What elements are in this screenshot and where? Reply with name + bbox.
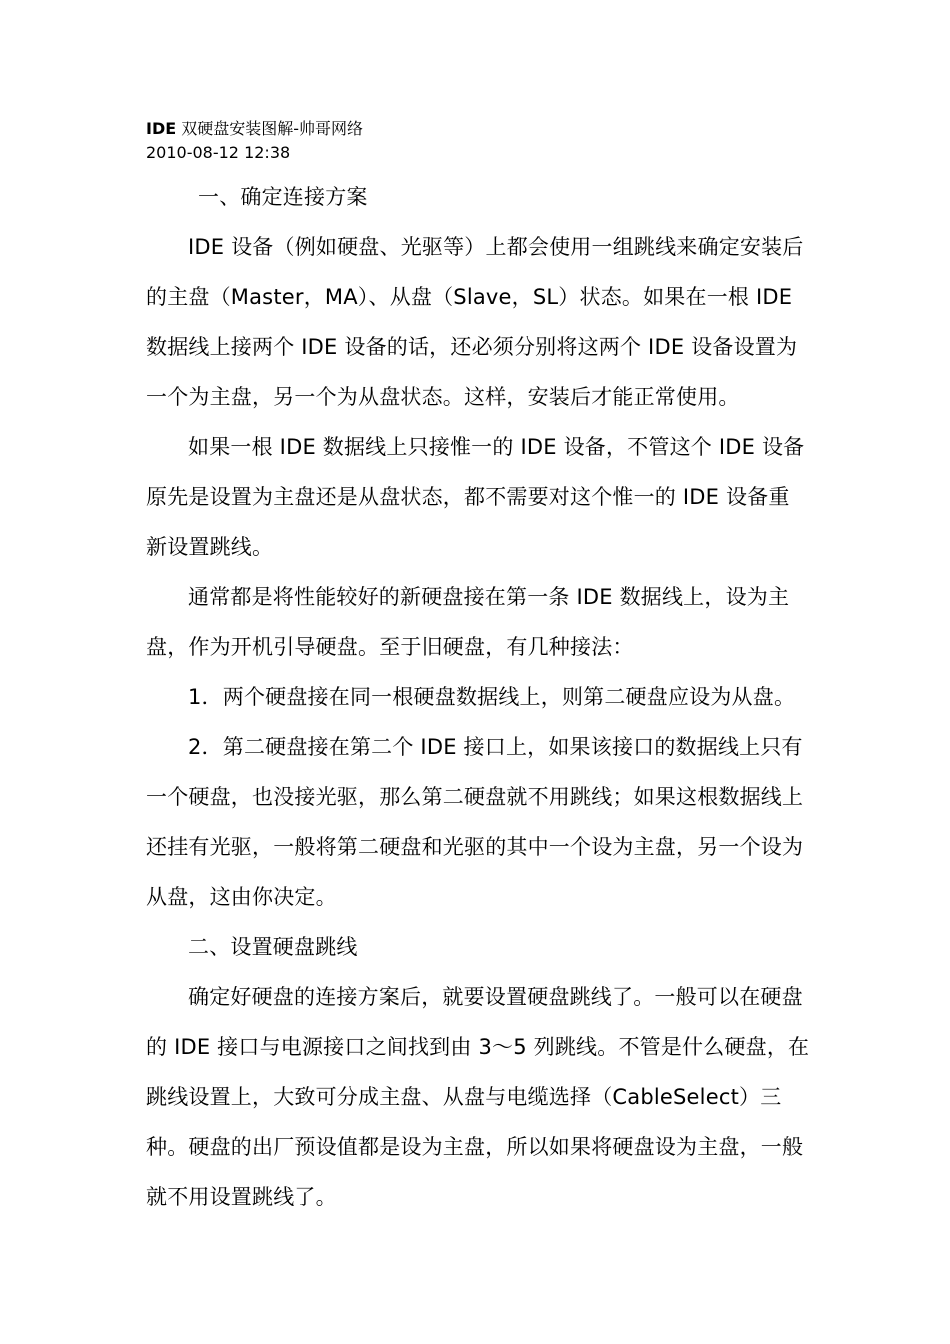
paragraph-6: 确定好硬盘的连接方案后，就要设置硬盘跳线了。一般可以在硬盘的 IDE 接口与电源接口之间找到由 3～5 列跳线。不管是什么硬盘，在跳线设置上，大致可分成主盘、从盘与电缆选择（CableSelect）三种。硬盘的出厂预设值都是设为主盘，所以如果将硬盘设为主盘，一般就不用设置跳线了。	[146, 985, 810, 1209]
title-text: 双硬盘安装图解-帅哥网络	[176, 119, 364, 138]
section-heading-1: 一、确定连接方案	[198, 185, 368, 209]
document-timestamp: 2010-08-12 12:38	[146, 143, 291, 162]
document-title	[146, 119, 363, 139]
section-heading-2: 二、设置硬盘跳线	[188, 935, 358, 959]
paragraph-3: 通常都是将性能较好的新硬盘接在第一条 IDE 数据线上，设为主盘，作为开机引导硬盘。至于旧硬盘，有几种接法：	[146, 585, 790, 659]
paragraph-5: 2．第二硬盘接在第二个 IDE 接口上，如果该接口的数据线上只有一个硬盘，也没接光驱，那么第二硬盘就不用跳线；如果这根数据线上还挂有光驱，一般将第二硬盘和光驱的其中一个设为主盘，另一个设为从盘，这由你决定。	[146, 735, 804, 909]
title-ide-prefix: IDE	[146, 119, 177, 138]
paragraph-1: IDE 设备（例如硬盘、光驱等）上都会使用一组跳线来确定安装后的主盘（Master，MA）、从盘（Slave，SL）状态。如果在一根 IDE 数据线上接两个 IDE 设备的话，还必须分别将这两个 IDE 设备设置为一个为主盘，另一个为从盘状态。这样，安装后才能正常使用。	[146, 235, 804, 409]
paragraph-2: 如果一根 IDE 数据线上只接惟一的 IDE 设备，不管这个 IDE 设备原先是设置为主盘还是从盘状态，都不需要对这个惟一的 IDE 设备重新设置跳线。	[146, 435, 805, 559]
paragraph-4: 1．两个硬盘接在同一根硬盘数据线上，则第二硬盘应设为从盘。	[188, 685, 796, 709]
article-body	[146, 172, 810, 1222]
